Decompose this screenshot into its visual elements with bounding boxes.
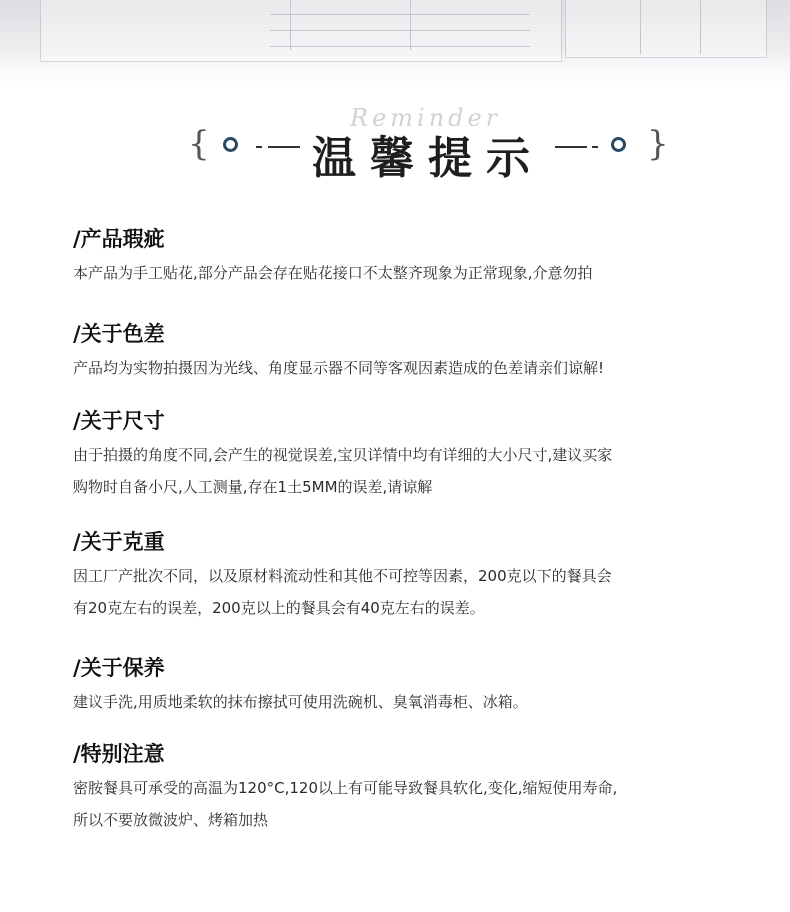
page-title: 温馨提示 xyxy=(312,133,544,184)
section-color-difference xyxy=(73,320,743,384)
section-text-line: 因工厂产批次不同，以及原材料流动性和其他不可控等因素，200克以下的餐具会 xyxy=(73,567,612,585)
section-heading: /关于尺寸 xyxy=(73,409,165,433)
section-text-line: 所以不要放微波炉、烤箱加热 xyxy=(73,811,269,829)
section-heading: /特别注意 xyxy=(73,742,165,766)
reminder-title-block xyxy=(0,100,790,190)
right-ring-ornament xyxy=(611,137,626,152)
section-text-line: 购物时自备小尺,人工测量,存在1土5MM的误差,请谅解 xyxy=(73,478,433,496)
section-weight xyxy=(73,528,743,624)
section-text-line: 有20克左右的误差，200克以上的餐具会有40克左右的误差。 xyxy=(73,599,485,617)
left-dash-short xyxy=(256,146,262,148)
section-product-defects xyxy=(73,225,743,289)
section-text: 产品均为实物拍摄因为光线、角度显示器不同等客观因素造成的色差请亲们谅解! xyxy=(73,359,605,377)
right-dash-long xyxy=(555,146,587,148)
left-dash-long xyxy=(268,146,300,148)
section-text: 本产品为手工贴花,部分产品会存在贴花接口不太整齐现象为正常现象,介意勿拍 xyxy=(73,264,593,282)
section-text: 建议手洗,用质地柔软的抹布擦拭可使用洗碗机、臭氧消毒柜、冰箱。 xyxy=(73,693,528,711)
section-text-line: 密胺餐具可承受的高温为120°C,120以上有可能导致餐具软化,变化,缩短使用寿命, xyxy=(73,779,618,797)
left-brace: { xyxy=(188,124,210,164)
section-heading: /产品瑕疵 xyxy=(73,227,165,251)
section-text-line: 由于拍摄的角度不同,会产生的视觉误差,宝贝详情中均有详细的大小尺寸,建议买家 xyxy=(73,446,613,464)
section-text xyxy=(73,560,743,624)
section-heading: /关于克重 xyxy=(73,530,165,554)
header-photo-banner xyxy=(0,0,790,92)
section-heading: /关于色差 xyxy=(73,322,165,346)
right-dash-short xyxy=(592,146,598,148)
section-text xyxy=(73,772,743,836)
reminder-watermark: Reminder xyxy=(350,104,502,132)
left-ring-ornament xyxy=(223,137,238,152)
section-size xyxy=(73,407,743,503)
section-text xyxy=(73,439,743,503)
right-brace: } xyxy=(647,124,669,164)
section-special-notice xyxy=(73,740,743,836)
section-maintenance xyxy=(73,654,743,718)
section-heading: /关于保养 xyxy=(73,656,165,680)
